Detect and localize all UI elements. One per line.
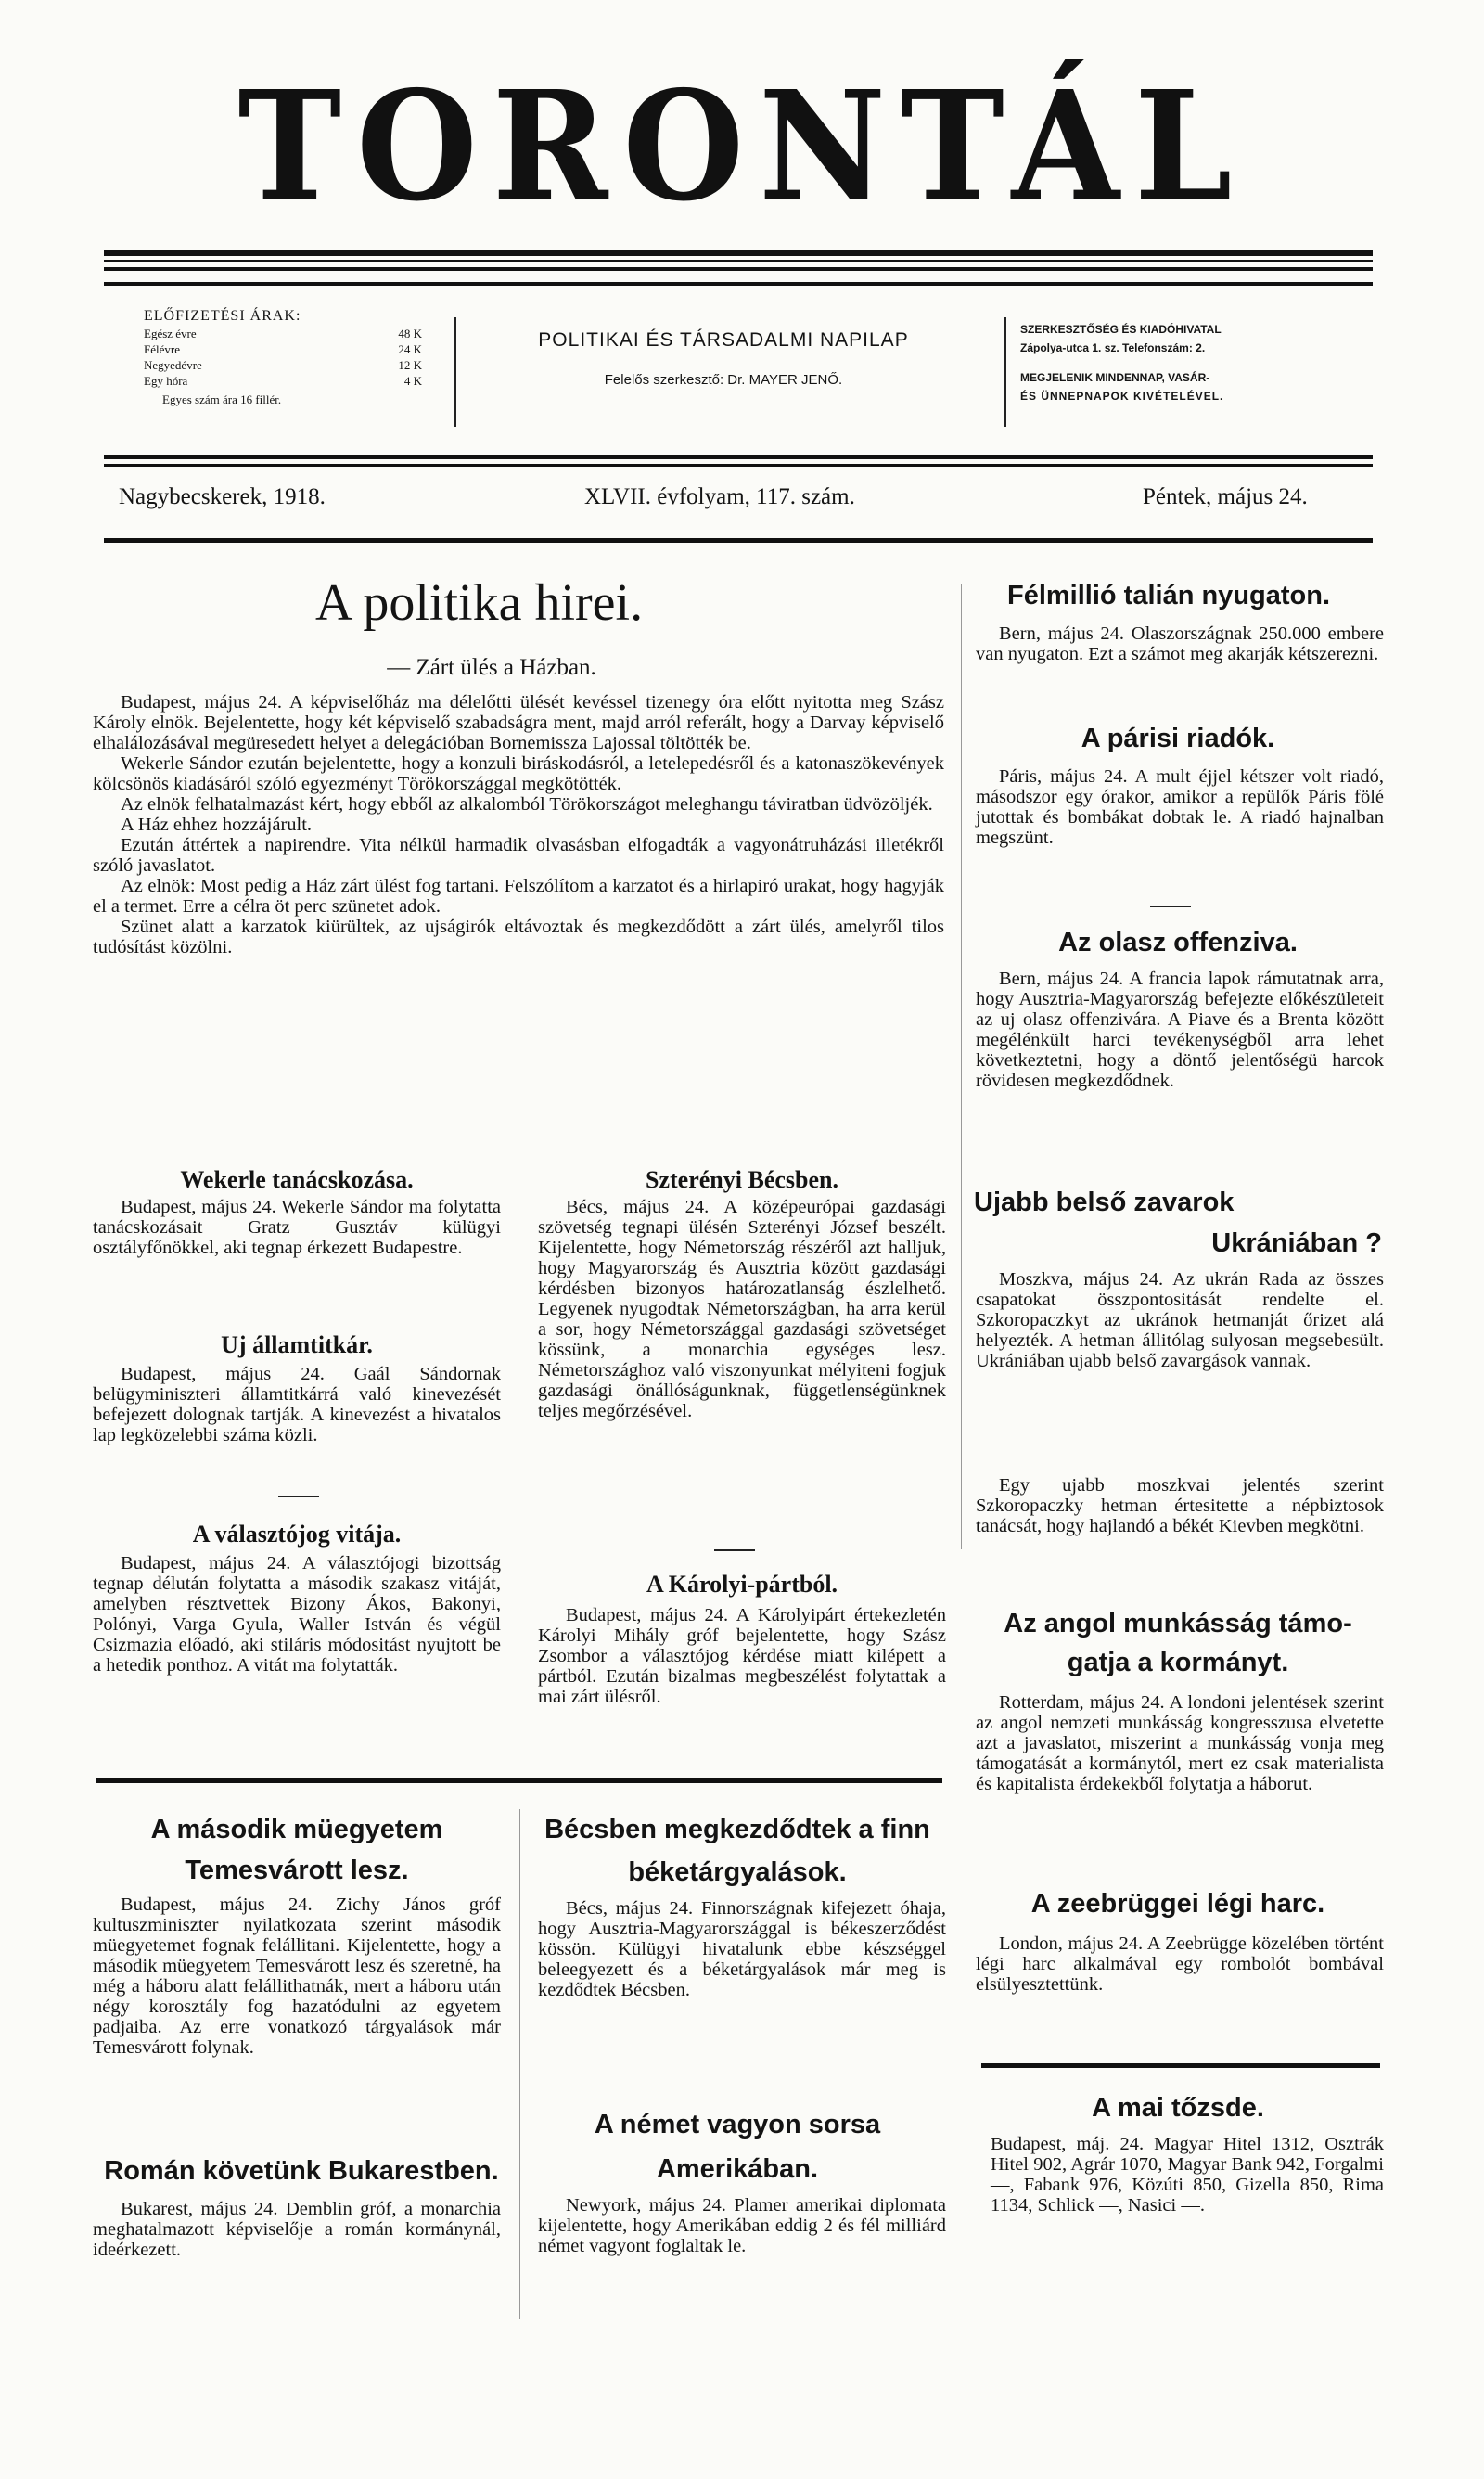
angol-body: Rotterdam, május 24. A londoni jelentések szerint az angol nemzeti munkásság kongresszusa elvetette azt a javaslatot, miszerint a munkásság vonja meg támogatását a kormánytól, mert ez csak materialista és kapitalista érdekekből folytatja a háborut. <box>976 1692 1384 1794</box>
masthead-title: TORONTÁL <box>237 58 1247 236</box>
section-dash <box>1150 906 1191 907</box>
main-para: Az elnök: Most pedig a Ház zárt ülést fog tartani. Felszólítom a karzatot és a hirlapiró urakat, hogy hagyják el a termet. Erre a célra öt perc szünetet adok. <box>93 876 944 917</box>
editor-line: Felelős szerkesztő: Dr. MAYER JENŐ. <box>604 372 843 388</box>
price-row <box>144 341 422 357</box>
szterenyi-heading: Szterényi Bécsben. <box>646 1166 838 1193</box>
dateline-rule <box>104 538 1373 543</box>
single-copy-price: Egyes szám ára 16 fillér. <box>162 392 282 406</box>
price-label: Negyedévre <box>144 358 202 372</box>
tozsde-body: Budapest, máj. 24. Magyar Hitel 1312, Osztrák Hitel 902, Agrár 1070, Magyar Bank 942, Forgalmi —, Fabank 976, Közúti 850, Gizella 850, Rima 1134, Schlick —, Nasici —. <box>991 2134 1384 2216</box>
nemet-heading-2: Amerikában. <box>656 2154 819 2184</box>
price-row <box>144 357 422 373</box>
nemet-body: Newyork, május 24. Plamer amerikai diplomata kijelentette, hogy Amerikában eddig 2 és fél milliárd német vagyont foglaltak le. <box>538 2195 946 2256</box>
header-divider-left <box>454 317 456 427</box>
felmillio-body: Bern, május 24. Olaszországnak 250.000 embere van nyugaton. Ezt a számot meg akarják kétszerezni. <box>976 623 1384 664</box>
main-para: Budapest, május 24. A képviselőház ma délelőtti ülését kevéssel tizenegy óra előtt nyitotta meg Szász Károly elnök. Bejelentette, hogy két képviselő szabadságra ment, majd arról referált, hogy a Darvay képviselő elhalálozásával megüresedett helyet a delegációban Bornemissza Lajossal töltötték be. <box>93 692 944 753</box>
header-divider-right <box>1004 317 1006 427</box>
price-label: Félévre <box>144 342 180 356</box>
valasztojog-heading: A választójog vitája. <box>192 1521 402 1548</box>
karolyi-body: Budapest, május 24. A Károlyipárt értekezletén Károlyi Mihály gróf bejelentette, hogy Szász Zsombor a választójog kérdése miatt kilépett a pártból. Ezután bizalmas megbeszélést folytattak a mai zárt ülésről. <box>538 1605 946 1707</box>
olasz-body: Bern, május 24. A francia lapok rámutatnak arra, hogy Ausztria-Magyarország befejezte előkészületeit az uj olasz offenzivára. A Piave és a Brenta között megélénkült harci tevékenységből arra lehet következtetni, hogy a döntő jelentőségü harcok rövidesen megkezdődnek. <box>976 969 1384 1091</box>
angol-heading-2: gatja a kormányt. <box>1067 1648 1289 1677</box>
ukrajna-heading-1: Ujabb belső zavarok <box>974 1188 1235 1217</box>
roman-heading: Román követünk Bukarestben. <box>104 2156 499 2186</box>
finn-heading-1: Bécsben megkezdődtek a finn <box>544 1815 930 1844</box>
main-para: Az elnök felhatalmazást kért, hogy ebből az alkalomból Törökországot meleghangu táviratban üdvözöljék. <box>121 794 933 815</box>
column-divider <box>961 584 962 1549</box>
nemet-heading-1: A német vagyon sorsa <box>594 2110 881 2139</box>
bottom-section-rule <box>96 1778 942 1783</box>
ukrajna-body-1: Moszkva, május 24. Az ukrán Rada az összes csapatokat összpontositását rendelte el. Szkoropaczkyt az ukránok hetmanját őrizet alá helyezték. A hetman állitólag sulyosan megsebesült. Ukrániában ujabb belső zavargások vannak. <box>976 1269 1384 1371</box>
main-para: Szünet alatt a karzatok kiürültek, az ujságirók eltávoztak és megkezdődött a zárt ülés, amelyről tilos tudósítást közölni. <box>93 917 944 957</box>
dateline-day: Péntek, május 24. <box>1143 484 1308 509</box>
main-para: Ezután áttértek a napirendre. Vita nélkül harmadik olvasásban elfogadták a vagyonátruházási illetékről szóló javaslatot. <box>93 835 944 876</box>
masthead-rule-2 <box>104 267 1373 271</box>
office-line: SZERKESZTŐSÉG ÉS KIADÓHIVATAL <box>1020 323 1222 336</box>
subscription-heading: ELŐFIZETÉSI ÁRAK: <box>144 308 301 324</box>
price-label: Egész évre <box>144 327 197 340</box>
price-label: Egy hóra <box>144 374 188 388</box>
bottom-column-divider <box>519 1809 520 2319</box>
price-row <box>144 326 422 341</box>
finn-heading-2: béketárgyalások. <box>628 1857 847 1887</box>
olasz-heading: Az olasz offenziva. <box>1058 928 1298 957</box>
tozsde-rule <box>981 2063 1380 2068</box>
header-rule <box>104 455 1373 459</box>
price-value: 4 K <box>403 374 422 388</box>
office-box <box>1020 320 1373 405</box>
price-value: 24 K <box>398 342 422 356</box>
valasztojog-body: Budapest, május 24. A választójogi bizottság tegnap délután folytatta a második szakasz vitáját, amelyben résztvettek Bizony Ákos, Bakonyi, Polónyi, Varga Gyula, Waller István és végül Csizmazia előadó, aki stiláris módositást nyujtott be a hetedik ponthoz. A vitát ma folytatták. <box>93 1553 501 1676</box>
karolyi-heading: A Károlyi-pártból. <box>646 1571 838 1598</box>
tagline: POLITIKAI ÉS TÁRSADALMI NAPILAP <box>538 329 909 351</box>
parisi-heading: A párisi riadók. <box>1081 724 1275 753</box>
muegyetem-heading-1: A második müegyetem <box>150 1815 443 1844</box>
muegyetem-body: Budapest, május 24. Zichy János gróf kultuszminiszter nyilatkozata szerint második müegyetemet fognak felállitani. Kijelentette, hogy a második müegyetem Temesvárott lesz és szeretné, ha még a háboru alatt felállithatnák, mert a háboru után négy korosztály fog hazatódulni az egyetem padjaiba. Az erre vonatkozó tárgyalások már Temesvárott folynak. <box>93 1895 501 2058</box>
dateline-issue: XLVII. évfolyam, 117. szám. <box>584 484 855 509</box>
wekerle-heading: Wekerle tanácskozása. <box>180 1166 414 1193</box>
wekerle-body: Budapest, május 24. Wekerle Sándor ma folytatta tanácskozásait Gratz Gusztáv külügyi osztályfőnökkel, aki tegnap érkezett Budapestre. <box>93 1197 501 1258</box>
parisi-body: Páris, május 24. A mult éjjel kétszer volt riadó, másodszor egy órakor, amikor a repülők Páris fölé jutottak és bombákat dobtak le. A riadó hajnalban megszünt. <box>976 766 1384 848</box>
main-article-title: A politika hirei. <box>315 574 644 632</box>
masthead-rule <box>104 250 1373 256</box>
office-line: MEGJELENIK MINDENNAP, VASÁR- <box>1020 371 1210 384</box>
main-para: A Ház ehhez hozzájárult. <box>121 815 313 835</box>
zeebrugge-body: London, május 24. A Zeebrügge közelében történt légi harc alkalmával egy rombolót bombával elsülyesztettünk. <box>976 1933 1384 1995</box>
subscription-box <box>144 308 422 407</box>
ukrajna-body-2: Egy ujabb moszkvai jelentés szerint Szkoropaczky hetman értesitette a népbiztosok tanácsát, hogy hajlandó a békét Kievben megkötni. <box>976 1475 1384 1536</box>
price-row <box>144 373 422 389</box>
allamtitkar-heading: Uj államtitkár. <box>221 1331 373 1358</box>
office-line: Zápolya-utca 1. sz. Telefonszám: 2. <box>1020 341 1206 354</box>
dateline-place: Nagybecskerek, 1918. <box>119 484 326 509</box>
felmillio-heading: Félmillió talián nyugaton. <box>1006 581 1331 610</box>
price-value: 12 K <box>398 358 422 372</box>
main-article-subtitle: — Zárt ülés a Házban. <box>387 655 596 680</box>
angol-heading-1: Az angol munkásság támo- <box>1004 1609 1352 1638</box>
masthead-rule-3 <box>104 282 1373 286</box>
tagline-box <box>464 329 983 388</box>
office-line: ÉS ÜNNEPNAPOK KIVÉTELÉVEL. <box>1020 390 1224 403</box>
ukrajna-heading-2: Ukrániában ? <box>1211 1228 1382 1258</box>
muegyetem-heading-2: Temesvárott lesz. <box>185 1856 409 1885</box>
section-dash <box>278 1496 319 1497</box>
main-para: Wekerle Sándor ezután bejelentette, hogy a konzuli biráskodásról, a letelepedésről és a katonaszökevények kölcsönös kiadásáról szóló egyezményt Törökországgal megkötötték. <box>93 753 944 794</box>
szterenyi-body: Bécs, május 24. A középeurópai gazdasági szövetség tegnapi ülésén Szterényi József beszélt. Kijelentette, hogy Németország részéről azt halljuk, hogy Magyarország és Ausztria között gazdasági kérdésben bizonyos határozatlanság észlelhető. Legyenek nyugodtak Németországban, ha arra kerül a sor, hogy Németországgal gazdasági szövetséget kössünk, a monarchia egységes lesz. Németországhoz való viszonyunkat mélyiteni fogjuk gazdasági önállóságunknak, függetlenségünknek teljes megőrzésével. <box>538 1197 946 1421</box>
price-value: 48 K <box>398 327 422 340</box>
finn-body: Bécs, május 24. Finnországnak kifejezett óhaja, hogy Ausztria-Magyarországgal is békeszerződést kössön. Külügyi hivatalunk ebbe készséggel beleegyezett és a béketárgyalások már meg is kezdődtek Bécsben. <box>538 1898 946 2000</box>
roman-body: Bukarest, május 24. Demblin gróf, a monarchia meghatalmazott képviselője a román kormánynál, ideérkezett. <box>93 2199 501 2260</box>
header-rule-2 <box>104 464 1373 467</box>
section-dash <box>714 1549 755 1551</box>
main-article-body <box>93 692 944 957</box>
tozsde-heading: A mai tőzsde. <box>1092 2093 1264 2123</box>
allamtitkar-body: Budapest, május 24. Gaál Sándornak belügyminiszteri államtitkárrá való kinevezését befejezett dolognak tartják. A kinevezést a hivatalos lap legközelebbi száma közli. <box>93 1364 501 1445</box>
masthead-rule-thin <box>104 260 1373 262</box>
zeebrugge-heading: A zeebrüggei légi harc. <box>1030 1889 1325 1919</box>
